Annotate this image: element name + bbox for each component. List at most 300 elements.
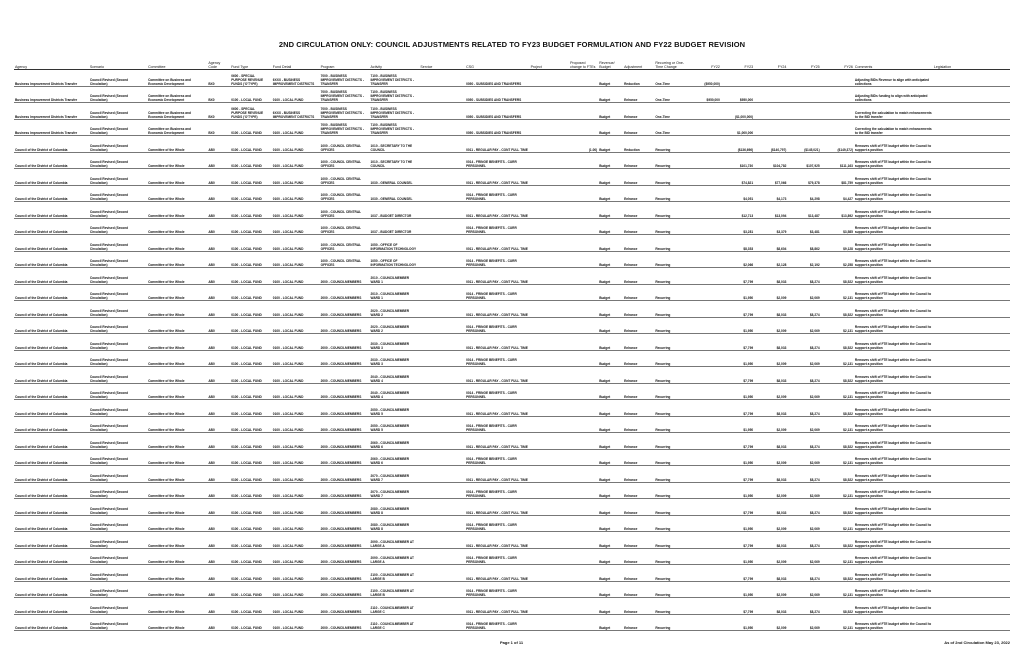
table-cell: Council of the District of Columbia [14, 334, 89, 351]
table-cell: Committee of the Whole [147, 301, 207, 318]
table-cell [419, 251, 465, 268]
table-cell: Removes shift of FTE budget within the Council to support a position [854, 284, 933, 301]
table-cell [530, 301, 570, 318]
table-cell: AB0 [207, 152, 230, 169]
table-cell: $7,799 [721, 499, 754, 516]
table-cell [690, 152, 721, 169]
table-cell: $7,799 [721, 268, 754, 285]
table-cell: Budget [598, 202, 623, 219]
table-cell [569, 367, 598, 384]
table-cell: $2,009 [754, 284, 787, 301]
table-row [14, 482, 1010, 499]
table-cell: Budget [598, 185, 623, 202]
table-cell [569, 383, 598, 400]
table-cell [690, 581, 721, 598]
table-cell: Council of the District of Columbia [14, 284, 89, 301]
table-cell: Budget [598, 367, 623, 384]
table-cell [569, 235, 598, 252]
table-cell [933, 449, 975, 466]
table-cell: 7000 - BUSINESS IMPROVEMENT DISTRICTS - TRANSFER [320, 103, 370, 120]
table-cell: 0100 - LOCAL FUND [230, 565, 272, 582]
table-cell [690, 433, 721, 450]
table-cell: 2090 - COUNCILMEMBER AT LARGE A [370, 532, 420, 549]
table-cell [419, 400, 465, 417]
table-cell: AB0 [207, 515, 230, 532]
table-cell: 6XXX - BUSINESS IMPROVEMENT DISTRICTS [272, 70, 320, 87]
table-cell: 0050 - SUBSIDIES AND TRANSFERS [465, 70, 529, 87]
table-cell: Removes shift of FTE budget within the Council to support a position [854, 251, 933, 268]
table-cell [419, 103, 465, 120]
table-cell [419, 499, 465, 516]
table-cell: $1,000,000 [721, 119, 754, 136]
table-cell: Council of the District of Columbia [14, 532, 89, 549]
table-cell: $8,033 [754, 598, 787, 615]
table-cell: $8,522 [821, 598, 854, 615]
table-cell: 0014 - FRINGE BENEFITS - CURR PERSONNEL [465, 251, 529, 268]
table-cell: 0100 - LOCAL FUND [272, 433, 320, 450]
table-cell [787, 103, 820, 120]
table-row [14, 350, 1010, 367]
table-cell: Recurring [654, 317, 689, 334]
column-header: FY26 [821, 60, 854, 70]
table-cell: Council of the District of Columbia [14, 400, 89, 417]
table-cell: Committee on Business and Economic Development [147, 103, 207, 120]
table-cell: 0100 - LOCAL FUND [272, 367, 320, 384]
table-cell [933, 367, 975, 384]
table-cell: 1010 - SECRETARY TO THE COUNCIL [370, 152, 420, 169]
table-cell [419, 86, 465, 103]
table-cell: $2,131 [821, 284, 854, 301]
table-cell: 2000 - COUNCILMEMBERS [320, 482, 370, 499]
table-cell: 0100 - LOCAL FUND [230, 152, 272, 169]
table-cell: 7100 - BUSINESS IMPROVEMENT DISTRICTS - TRANSFER [370, 103, 420, 120]
table-cell [690, 103, 721, 120]
table-cell: Recurring [654, 350, 689, 367]
table-cell: 0014 - FRINGE BENEFITS - CURR PERSONNEL [465, 515, 529, 532]
table-row [14, 284, 1010, 301]
table-cell: AB0 [207, 548, 230, 565]
table-cell [419, 136, 465, 153]
table-cell: 2000 - COUNCILMEMBERS [320, 383, 370, 400]
table-cell [933, 202, 975, 219]
table-cell: Committee of the Whole [147, 466, 207, 483]
table-cell [690, 284, 721, 301]
table-cell: $2,131 [821, 482, 854, 499]
table-cell: 0011 - REGULAR PAY - CONT FULL TIME [465, 499, 529, 516]
table-cell [569, 70, 598, 87]
table-cell: 0100 - LOCAL FUND [230, 515, 272, 532]
table-cell: Enhance [623, 268, 654, 285]
table-cell: AB0 [207, 169, 230, 186]
table-cell: AB0 [207, 416, 230, 433]
table-cell: $2,069 [787, 449, 820, 466]
table-cell: Recurring [654, 532, 689, 549]
table-cell: Council of the District of Columbia [14, 367, 89, 384]
column-header: Service [419, 60, 465, 70]
table-cell: $7,799 [721, 598, 754, 615]
table-cell: 2030 - COUNCILMEMBER WARD 3 [370, 350, 420, 367]
table-cell: Committee on Business and Economic Development [147, 70, 207, 87]
table-cell: 0100 - LOCAL FUND [272, 218, 320, 235]
table-cell [821, 86, 854, 103]
column-header: Scenario [89, 60, 147, 70]
table-cell: Budget [598, 614, 623, 631]
table-cell: Council Revised (Second Circulation) [89, 383, 147, 400]
table-row [14, 235, 1010, 252]
table-cell: 2000 - COUNCILMEMBERS [320, 367, 370, 384]
table-cell: Budget [598, 383, 623, 400]
table-cell [974, 383, 1010, 400]
table-row [14, 119, 1010, 136]
column-header: Program [320, 60, 370, 70]
table-cell: Council of the District of Columbia [14, 499, 89, 516]
table-cell [419, 301, 465, 318]
table-cell: $74,821 [721, 169, 754, 186]
table-cell: $950,000 [690, 86, 721, 103]
table-cell: Enhance [623, 449, 654, 466]
table-cell: $1,950 [721, 350, 754, 367]
table-cell: Committee of the Whole [147, 515, 207, 532]
table-cell: $13,487 [787, 202, 820, 219]
table-cell [933, 218, 975, 235]
table-cell [690, 565, 721, 582]
table-cell: Enhance [623, 218, 654, 235]
table-cell: Recurring [654, 499, 689, 516]
table-cell [419, 235, 465, 252]
table-cell: Removes shift of FTE budget within the Council to support a position [854, 350, 933, 367]
table-cell: 2000 - COUNCILMEMBERS [320, 515, 370, 532]
table-row [14, 416, 1010, 433]
column-header: FY23 [721, 60, 754, 70]
table-cell: Budget [598, 218, 623, 235]
table-cell: 0100 - LOCAL FUND [230, 185, 272, 202]
table-cell: Committee of the Whole [147, 532, 207, 549]
table-cell: 0100 - LOCAL FUND [230, 86, 272, 103]
column-header: CSG [465, 60, 529, 70]
table-cell: 0100 - LOCAL FUND [272, 202, 320, 219]
table-cell: 0100 - LOCAL FUND [230, 251, 272, 268]
table-cell: Budget [598, 350, 623, 367]
table-cell: $4,173 [754, 185, 787, 202]
table-cell: AB0 [207, 301, 230, 318]
table-cell: 7000 - BUSINESS IMPROVEMENT DISTRICTS - TRANSFER [320, 119, 370, 136]
table-cell: 2000 - COUNCILMEMBERS [320, 416, 370, 433]
table-cell [569, 499, 598, 516]
table-cell: Removes shift of FTE budget within the Council to support a position [854, 383, 933, 400]
table-cell: Enhance [623, 499, 654, 516]
table-cell: 0011 - REGULAR PAY - CONT FULL TIME [465, 334, 529, 351]
table-cell [933, 581, 975, 598]
table-cell: $8,033 [754, 400, 787, 417]
table-cell: Council of the District of Columbia [14, 598, 89, 615]
table-cell [974, 152, 1010, 169]
table-cell: Council Revised (Second Circulation) [89, 103, 147, 120]
table-row [14, 70, 1010, 87]
table-cell: Council of the District of Columbia [14, 548, 89, 565]
table-cell [419, 317, 465, 334]
table-cell: Removes shift of FTE budget within the Council to support a position [854, 614, 933, 631]
table-cell: $2,131 [821, 548, 854, 565]
table-cell: $2,069 [787, 581, 820, 598]
table-cell: Council Revised (Second Circulation) [89, 532, 147, 549]
table-cell: 2060 - COUNCILMEMBER WARD 6 [370, 449, 420, 466]
table-cell: Adjusting BIDs funding to align with anticipated collections [854, 86, 933, 103]
table-cell [974, 284, 1010, 301]
table-cell [690, 499, 721, 516]
table-cell: Enhance [623, 301, 654, 318]
table-cell: Adjusting BIDs Revenue to align with anticipated collections [854, 70, 933, 87]
table-cell: 1000 - COUNCIL CENTRAL OFFICES [320, 152, 370, 169]
table-row [14, 548, 1010, 565]
table-cell: 0011 - REGULAR PAY - CONT FULL TIME [465, 169, 529, 186]
table-cell [569, 532, 598, 549]
table-cell: $1,950 [721, 614, 754, 631]
table-cell: Council Revised (Second Circulation) [89, 251, 147, 268]
table-cell [690, 598, 721, 615]
table-cell [690, 251, 721, 268]
table-cell [419, 532, 465, 549]
table-cell [419, 152, 465, 169]
table-cell: Committee of the Whole [147, 383, 207, 400]
table-cell: 2090 - COUNCILMEMBER AT LARGE A [370, 548, 420, 565]
table-cell: BX0 [207, 119, 230, 136]
table-cell: $8,522 [821, 400, 854, 417]
table-cell: $2,131 [821, 317, 854, 334]
table-cell: 2040 - COUNCILMEMBER WARD 4 [370, 367, 420, 384]
table-cell: 7000 - BUSINESS IMPROVEMENT DISTRICTS - TRANSFER [320, 86, 370, 103]
table-cell: 0100 - LOCAL FUND [272, 301, 320, 318]
table-cell: $8,033 [754, 367, 787, 384]
table-cell [933, 515, 975, 532]
table-cell: Council Revised (Second Circulation) [89, 317, 147, 334]
table-cell [690, 235, 721, 252]
table-row [14, 581, 1010, 598]
table-cell: Council of the District of Columbia [14, 614, 89, 631]
table-cell: Council Revised (Second Circulation) [89, 482, 147, 499]
table-cell: AB0 [207, 334, 230, 351]
table-cell: 1000 - COUNCIL CENTRAL OFFICES [320, 235, 370, 252]
table-body [14, 70, 1010, 631]
table-cell: 0014 - FRINGE BENEFITS - CURR PERSONNEL [465, 614, 529, 631]
table-cell [690, 268, 721, 285]
table-cell: AB0 [207, 367, 230, 384]
table-cell: Committee of the Whole [147, 334, 207, 351]
table-cell [933, 268, 975, 285]
table-cell: Committee of the Whole [147, 548, 207, 565]
table-cell: 0100 - LOCAL FUND [272, 152, 320, 169]
table-cell: 2000 - COUNCILMEMBERS [320, 532, 370, 549]
table-cell: 0100 - LOCAL FUND [230, 581, 272, 598]
table-cell: 2070 - COUNCILMEMBER WARD 7 [370, 482, 420, 499]
table-cell: $8,522 [821, 565, 854, 582]
table-cell: Committee of the Whole [147, 350, 207, 367]
table-cell [530, 532, 570, 549]
table-cell: 2110 - COUNCILMEMBER AT LARGE C [370, 614, 420, 631]
table-cell: 0014 - FRINGE BENEFITS - CURR PERSONNEL [465, 581, 529, 598]
table-cell: Budget [598, 548, 623, 565]
table-cell: 2000 - COUNCILMEMBERS [320, 268, 370, 285]
table-cell: Removes shift of FTE budget within the Council to support a position [854, 152, 933, 169]
table-cell: 0100 - LOCAL FUND [272, 565, 320, 582]
table-cell: Enhance [623, 367, 654, 384]
table-cell: 0100 - LOCAL FUND [230, 449, 272, 466]
table-cell: 0014 - FRINGE BENEFITS - CURR PERSONNEL [465, 152, 529, 169]
table-cell: $2,069 [787, 317, 820, 334]
table-cell [569, 218, 598, 235]
table-cell: AB0 [207, 218, 230, 235]
table-row [14, 152, 1010, 169]
table-cell: Business Improvement Districts Transfer [14, 103, 89, 120]
table-cell: $2,069 [787, 614, 820, 631]
table-cell: Council of the District of Columbia [14, 416, 89, 433]
table-cell: Committee on Business and Economic Development [147, 119, 207, 136]
table-cell: 0011 - REGULAR PAY - CONT FULL TIME [465, 301, 529, 318]
table-cell: Removes shift of FTE budget within the Council to support a position [854, 268, 933, 285]
table-cell: AB0 [207, 598, 230, 615]
table-cell: Council Revised (Second Circulation) [89, 185, 147, 202]
table-cell [569, 202, 598, 219]
column-header: Project [530, 60, 570, 70]
table-cell: Committee of the Whole [147, 367, 207, 384]
table-cell: $8,274 [787, 400, 820, 417]
table-cell [419, 548, 465, 565]
table-cell: Enhance [623, 433, 654, 450]
table-cell [419, 433, 465, 450]
table-cell: Council of the District of Columbia [14, 383, 89, 400]
table-cell: Budget [598, 449, 623, 466]
table-cell: Council Revised (Second Circulation) [89, 301, 147, 318]
table-cell [530, 70, 570, 87]
table-cell: 0011 - REGULAR PAY - CONT FULL TIME [465, 367, 529, 384]
page-number: Page 1 of 11 [500, 640, 524, 645]
table-cell: $2,192 [787, 251, 820, 268]
table-cell: $8,274 [787, 598, 820, 615]
table-cell: Committee of the Whole [147, 251, 207, 268]
table-cell [530, 383, 570, 400]
table-cell: 0100 - LOCAL FUND [272, 350, 320, 367]
table-cell: Enhance [623, 103, 654, 120]
table-cell: Correcting the calculation to match enhancements to the BID transfer [854, 103, 933, 120]
table-cell [569, 416, 598, 433]
table-cell [530, 251, 570, 268]
table-cell: Recurring [654, 565, 689, 582]
table-cell: $8,522 [821, 532, 854, 549]
table-cell: Removes shift of FTE budget within the Council to support a position [854, 202, 933, 219]
table-cell: Council of the District of Columbia [14, 350, 89, 367]
table-cell [821, 103, 854, 120]
table-cell [974, 614, 1010, 631]
table-cell [530, 152, 570, 169]
table-cell: AB0 [207, 284, 230, 301]
table-cell [530, 482, 570, 499]
table-cell: Budget [598, 581, 623, 598]
table-cell: 0100 - LOCAL FUND [272, 136, 320, 153]
table-cell: Recurring [654, 367, 689, 384]
table-cell [569, 152, 598, 169]
table-cell: Removes shift of FTE budget within the Council to support a position [854, 185, 933, 202]
table-cell: Council Revised (Second Circulation) [89, 581, 147, 598]
table-cell [690, 383, 721, 400]
table-cell [933, 86, 975, 103]
table-row [14, 169, 1010, 186]
table-cell [569, 317, 598, 334]
table-cell: Council of the District of Columbia [14, 565, 89, 582]
table-cell: Removes shift of FTE budget within the Council to support a position [854, 598, 933, 615]
table-cell: Recurring [654, 581, 689, 598]
table-cell [419, 185, 465, 202]
table-cell: 0014 - FRINGE BENEFITS - CURR PERSONNEL [465, 185, 529, 202]
table-cell: Council of the District of Columbia [14, 317, 89, 334]
table-cell: 2000 - COUNCILMEMBERS [320, 400, 370, 417]
table-cell: 0100 - LOCAL FUND [230, 598, 272, 615]
table-cell: $950,000 [721, 86, 754, 103]
column-header-spacer [974, 60, 1010, 70]
table-cell: 0011 - REGULAR PAY - CONT FULL TIME [465, 598, 529, 615]
table-cell: $7,799 [721, 334, 754, 351]
table-cell [690, 515, 721, 532]
table-cell: Budget [598, 334, 623, 351]
table-cell: 0011 - REGULAR PAY - CONT FULL TIME [465, 565, 529, 582]
table-cell [974, 218, 1010, 235]
table-cell [974, 119, 1010, 136]
table-cell [569, 466, 598, 483]
table-cell: Recurring [654, 218, 689, 235]
table-cell [690, 548, 721, 565]
table-cell [974, 350, 1010, 367]
table-cell: ($136,696) [721, 136, 754, 153]
table-cell: Removes shift of FTE budget within the Council to support a position [854, 449, 933, 466]
table-cell: 0014 - FRINGE BENEFITS - CURR PERSONNEL [465, 416, 529, 433]
table-cell: Budget [598, 103, 623, 120]
table-cell: 1000 - COUNCIL CENTRAL OFFICES [320, 218, 370, 235]
table-cell [690, 218, 721, 235]
table-cell: Budget [598, 152, 623, 169]
table-cell [974, 548, 1010, 565]
table-cell: Council Revised (Second Circulation) [89, 334, 147, 351]
table-cell: $2,131 [821, 581, 854, 598]
table-cell [974, 268, 1010, 285]
table-cell: Enhance [623, 235, 654, 252]
table-cell: 2000 - COUNCILMEMBERS [320, 334, 370, 351]
table-cell: Removes shift of FTE budget within the Council to support a position [854, 136, 933, 153]
table-cell: 0100 - LOCAL FUND [272, 169, 320, 186]
column-header: Fund Detail [272, 60, 320, 70]
table-cell: 2100 - COUNCILMEMBER AT LARGE B [370, 581, 420, 598]
table-cell: Council of the District of Columbia [14, 136, 89, 153]
table-cell: $2,069 [787, 482, 820, 499]
table-cell [530, 284, 570, 301]
table-cell: 1000 - COUNCIL CENTRAL OFFICES [320, 136, 370, 153]
table-cell: 0100 - LOCAL FUND [272, 383, 320, 400]
table-cell: Council Revised (Second Circulation) [89, 86, 147, 103]
column-header: Activity [370, 60, 420, 70]
table-cell [530, 334, 570, 351]
table-cell [569, 268, 598, 285]
table-cell [569, 614, 598, 631]
table-cell [690, 317, 721, 334]
column-header: Agency Code [207, 60, 230, 70]
table-cell [974, 466, 1010, 483]
table-cell [530, 169, 570, 186]
table-cell [419, 350, 465, 367]
table-row [14, 86, 1010, 103]
table-cell: Council Revised (Second Circulation) [89, 152, 147, 169]
table-cell: Committee of the Whole [147, 202, 207, 219]
table-cell [690, 367, 721, 384]
table-cell: 0100 - LOCAL FUND [272, 614, 320, 631]
table-cell: Council Revised (Second Circulation) [89, 548, 147, 565]
table-cell: Council Revised (Second Circulation) [89, 70, 147, 87]
